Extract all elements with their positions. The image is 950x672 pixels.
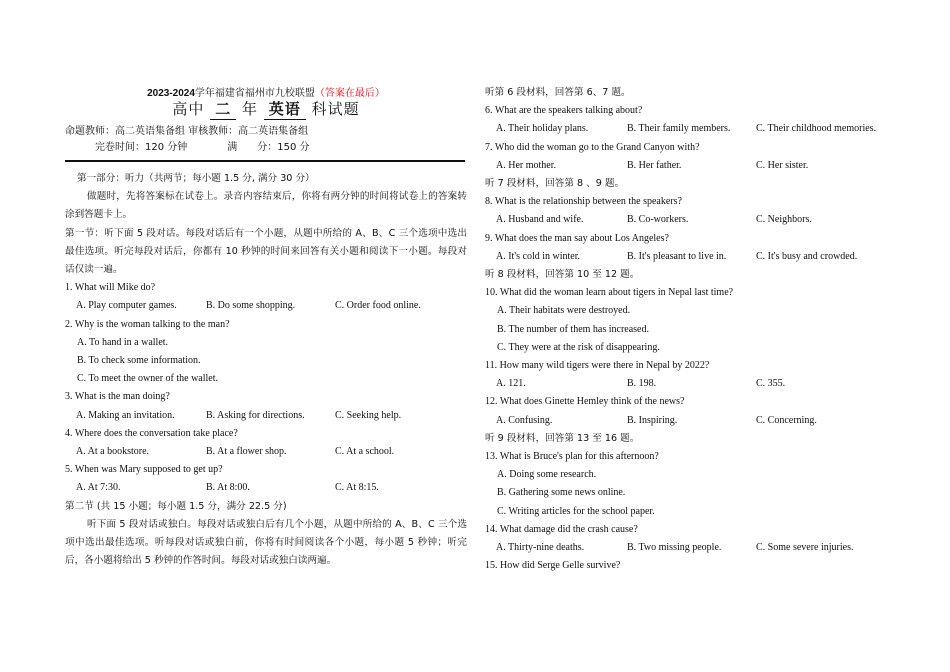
q9-options (485, 248, 905, 266)
exam-setters: 命题教师：高二英语集备组 审核教师：高二英语集备组 (65, 126, 309, 137)
q8-option-c: C. Neighbors. (756, 214, 812, 226)
q1-options (65, 297, 467, 315)
q10-stem: 10. What did the woman learn about tigers in Nepal last time? (485, 287, 734, 299)
q7-option-a: A. Her mother. (496, 159, 556, 171)
q8-option-a: A. Husband and wife. (496, 214, 584, 226)
q12-stem: 12. What does Ginette Hemley think of the news? (485, 396, 685, 408)
right-column (485, 84, 905, 575)
q13-option-a: A. Doing some research. (497, 469, 597, 481)
q15-stem: 15. How did Serge Gelle survive? (485, 560, 621, 572)
left-column (65, 84, 467, 570)
q12-option-b: B. Inspiring. (627, 414, 678, 426)
q5-options (65, 479, 467, 497)
answer-note: （答案在最后） (314, 88, 385, 99)
q3-options (65, 407, 467, 425)
q6-option-c: C. Their childhood memories. (756, 123, 877, 135)
q8-stem: 8. What is the relationship between the speakers? (485, 196, 682, 208)
exam-time: 完卷时间：120 分钟 (95, 142, 188, 153)
q5-option-a: A. At 7:30. (76, 482, 121, 494)
section2-title: 第二节 (共 15 小题；每小题 1.5 分，满分 22.5 分) (65, 500, 287, 512)
part1-instructions: 做题时，先将答案标在试卷上。录音内容结束后，你将有两分钟的时间将试卷上的答案转涂到答题卡上。 (65, 191, 467, 221)
part1-title: 第一部分：听力（共两节；每小题 1.5 分, 满分 30 分） (77, 173, 315, 184)
header-divider (65, 160, 465, 162)
q4-option-b: B. At a flower shop. (206, 446, 287, 458)
q12-options (485, 412, 905, 430)
grade-blank: 二 (210, 99, 236, 120)
q6-stem: 6. What are the speakers talking about? (485, 105, 643, 117)
q2-option-a: A. To hand in a wallet. (77, 336, 169, 348)
q10-option-c: C. They were at the risk of disappearing. (497, 341, 660, 353)
q5-option-b: B. At 8:00. (206, 482, 250, 494)
q13-stem: 13. What is Bruce's plan for this afternoon? (485, 451, 659, 463)
q7-stem: 7. Who did the woman go to the Grand Canyon with? (485, 141, 700, 153)
q4-option-c: C. At a school. (335, 446, 395, 458)
q7-option-b: B. Her father. (627, 159, 682, 171)
q10-option-a: A. Their habitats were destroyed. (497, 305, 631, 317)
q2-stem: 2. Why is the woman talking to the man? (65, 318, 230, 330)
year-char: 年 (241, 100, 258, 118)
q3-stem: 3. What is the man doing? (65, 391, 170, 403)
q4-stem: 4. Where does the conversation take place? (65, 427, 238, 439)
q14-option-c: C. Some severe injuries. (756, 542, 854, 554)
q2-option-c: C. To meet the owner of the wallet. (77, 373, 219, 385)
q11-options (485, 375, 905, 393)
q14-option-a: A. Thirty-nine deaths. (496, 542, 585, 554)
q1-option-c: C. Order food online. (335, 300, 421, 312)
section1-instructions: 第一节：听下面 5 段对话。每段对话后有一个小题，从题中所给的 A、B、C 三个选项中选出最佳选项。听完每段对话后，你都有 10 秒钟的时间来回答有关小题和阅读下一小题。每段对话仅读一遍。 (65, 227, 467, 276)
q7-option-c: C. Her sister. (756, 159, 809, 171)
q14-option-b: B. Two missing people. (627, 542, 722, 554)
q13-option-c: C. Writing articles for the school paper. (497, 505, 655, 517)
exam-score: 满 分：150 分 (227, 142, 310, 153)
material-6-heading: 听第 6 段材料，回答第 6、7 题。 (485, 87, 631, 98)
q1-stem: 1. What will Mike do? (65, 282, 156, 294)
q11-option-c: C. 355. (756, 378, 786, 390)
q14-stem: 14. What damage did the crash cause? (485, 523, 638, 535)
material-8-heading: 听 8 段材料，回答第 10 至 12 题。 (485, 269, 640, 281)
q8-option-b: B. Co-workers. (627, 214, 689, 226)
q12-option-a: A. Confusing. (496, 414, 553, 426)
exam-time-score (65, 140, 467, 156)
q10-option-b: B. The number of them has increased. (497, 323, 649, 335)
q9-option-c: C. It's busy and crowded. (756, 250, 858, 262)
q1-option-a: A. Play computer games. (76, 300, 177, 312)
exam-title (65, 84, 467, 99)
q6-option-b: B. Their family members. (627, 123, 731, 135)
exam-year: 2023-2024 (147, 88, 195, 99)
q5-option-c: C. At 8:15. (335, 482, 379, 494)
section2-instructions: 听下面 5 段对话或独白。每段对话或独白后有几个小题，从题中所给的 A、B、C 三个选项中选出最佳选项。听每段对话或独白前，你将有时间阅读各个小题，每小题 5 秒钟；听完后，各小题将给出 5 秒钟的作答时间。每段对话或独白读两遍。 (65, 518, 467, 567)
q4-options (65, 443, 467, 461)
q4-option-a: A. At a bookstore. (76, 446, 150, 458)
q12-option-c: C. Concerning. (756, 414, 817, 426)
q11-option-b: B. 198. (627, 378, 657, 390)
q1-option-b: B. Do some shopping. (206, 300, 296, 312)
q3-option-a: A. Making an invitation. (76, 409, 175, 421)
subject-blank: 英语 (264, 99, 306, 120)
q11-option-a: A. 121. (496, 378, 526, 390)
q6-option-a: A. Their holiday plans. (496, 123, 589, 135)
q14-options (485, 539, 905, 557)
exam-subject-title (65, 99, 467, 120)
q3-option-c: C. Seeking help. (335, 409, 402, 421)
subject-prefix: 高中 (172, 100, 205, 118)
q5-stem: 5. When was Mary supposed to get up? (65, 464, 223, 476)
q9-stem: 9. What does the man say about Los Angeles? (485, 232, 669, 244)
q8-options (485, 211, 905, 229)
q7-options (485, 157, 905, 175)
material-9-heading: 听 9 段材料，回答第 13 至 16 题。 (485, 432, 640, 444)
q2-option-b: B. To check some information. (77, 355, 201, 367)
q11-stem: 11. How many wild tigers were there in Nepal by 2022? (485, 360, 710, 372)
q3-option-b: B. Asking for directions. (206, 409, 305, 421)
q6-options (485, 120, 905, 138)
subject-suffix: 科试题 (311, 100, 360, 118)
q9-option-a: A. It's cold in winter. (496, 250, 581, 262)
q9-option-b: B. It's pleasant to live in. (627, 250, 727, 262)
q13-option-b: B. Gathering some news online. (497, 487, 626, 499)
material-7-heading: 听 7 段材料，回答第 8 、9 题。 (485, 178, 625, 190)
exam-school: 学年福建省福州市九校联盟 (194, 88, 315, 99)
